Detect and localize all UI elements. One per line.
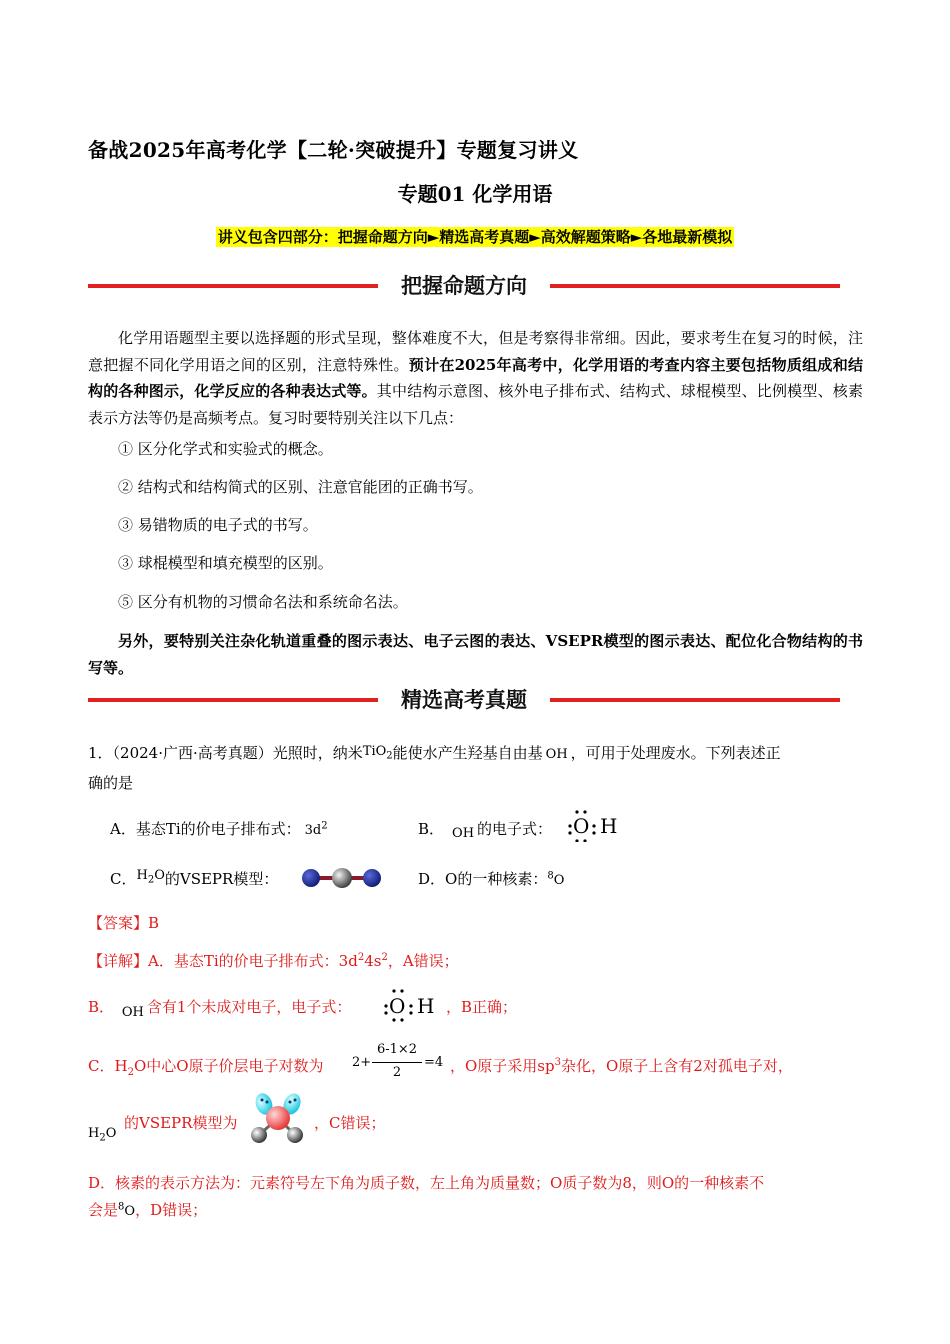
answer-value: B [148, 914, 160, 932]
stem-text: 光照时，纳米 [272, 744, 363, 762]
explanation-b [88, 996, 352, 1020]
atom-o: O [573, 814, 590, 838]
option-label: C． [110, 870, 137, 888]
explanation-c [88, 1055, 324, 1076]
fraction-numerator: 6-1×2 [376, 1042, 418, 1057]
point-item: ③ 易错物质的电子式的书写。 [118, 516, 318, 534]
formula-text: H [88, 1126, 100, 1141]
topic-title: 专题01 化学用语 [397, 182, 553, 206]
formula-3d2 [304, 820, 328, 838]
fraction-prefix: 2+ [352, 1055, 372, 1070]
subscript: 2 [386, 750, 393, 762]
outline-banner [0, 226, 950, 247]
fraction-expression [352, 1042, 446, 1084]
question-stem-end: 确的是 [88, 774, 134, 792]
explanation-text: A．基态Ti的价电子排布式：3d [148, 952, 358, 970]
divider-line [88, 284, 378, 288]
option-text: 的电子式： [477, 820, 553, 838]
ball-stick-linear-icon [300, 866, 384, 890]
explanation-b-end: ，B正确； [446, 998, 518, 1016]
option-d [418, 868, 564, 889]
ball-stick-tetrahedral-icon [246, 1090, 310, 1146]
intro-emphasis: 预计在2025年高考中，化学用语的考查内容主要包括物质组成和结构的各种图示，化学反应的各种表达式等。 [88, 355, 863, 400]
answer-label: 【答案】 [88, 914, 149, 932]
section-heading-questions [88, 684, 840, 714]
formula-text: O [124, 1204, 136, 1219]
superscript: 8 [118, 1201, 125, 1213]
explanation-text: 4s [364, 952, 382, 970]
divider-line [550, 698, 840, 702]
linear-vsepr-model [300, 866, 384, 890]
point-item: ⑤ 区分有机物的习惯命名法和系统命名法。 [118, 593, 408, 611]
explanation-text: ，A错误； [387, 952, 459, 970]
explanation-label: 【详解】 [88, 952, 149, 970]
section-title: 把握命题方向 [401, 274, 527, 298]
formula-text: 3d [304, 823, 322, 838]
divider-line [550, 284, 840, 288]
fraction-denominator: 2 [392, 1065, 402, 1080]
point-item: ③ 球棍模型和填充模型的区别。 [118, 554, 333, 572]
explanation-c-model: 的VSEPR模型为 [124, 1114, 238, 1132]
subscript: 2 [99, 1132, 106, 1144]
superscript: 2 [381, 952, 388, 963]
question-stem [88, 742, 868, 763]
formula-oh: OH [121, 1005, 144, 1020]
section-title: 精选高考真题 [401, 688, 527, 712]
superscript: 3 [554, 1057, 561, 1068]
document-title: 备战2025年高考化学【二轮·突破提升】专题复习讲义 [88, 138, 579, 162]
answer-line [88, 912, 159, 933]
explanation-label: B． [88, 998, 115, 1016]
explanation-c-cont [450, 1055, 793, 1076]
option-label: A．基态Ti的价电子排布式： [110, 820, 301, 838]
formula-text: O [105, 1126, 117, 1141]
option-b [418, 818, 552, 839]
explanation-text: 含有1个未成对电子，电子式： [146, 998, 352, 1016]
option-label: B． [418, 820, 445, 838]
superscript: 2 [321, 820, 328, 832]
option-c [110, 868, 278, 889]
stem-text: ，可用于处理废水。下列表述正 [570, 744, 781, 762]
explanation-text: 杂化，O原子上含有2对孤电子对， [560, 1057, 793, 1075]
tetrahedral-vsepr-model [246, 1090, 310, 1146]
point-item: ① 区分化学式和实验式的概念。 [118, 440, 333, 458]
stem-text: 能使水产生羟基自由基 [392, 744, 543, 762]
electron-dot-formula [562, 806, 624, 842]
question-source: （2024·广西·高考真题） [112, 744, 273, 762]
subscript: 2 [147, 874, 155, 886]
intro-paragraph [88, 325, 863, 431]
nuclide-symbol [118, 1201, 136, 1219]
fraction-bar [372, 1062, 422, 1063]
explanation-c-end: ，C错误； [314, 1114, 386, 1132]
question-number: 1． [88, 744, 113, 762]
explanation-text: ，O原子采用sp [450, 1057, 555, 1075]
option-a [110, 818, 328, 839]
explanation-text: O中心O原子价层电子对数为 [133, 1057, 324, 1075]
closing-paragraph: 另外，要特别关注杂化轨道重叠的图示表达、电子云图的表达、VSEPR模型的图示表达、配位化合物结构的书写等。 [88, 632, 863, 677]
atom-h: H [417, 994, 435, 1018]
formula-text: H [136, 868, 148, 883]
fraction-result: =4 [424, 1055, 444, 1070]
formula-tio2 [362, 744, 393, 762]
outline-text: 讲义包含四部分：把握命题方向►精选高考真题►高效解题策略►各地最新模拟 [217, 228, 733, 246]
point-item: ② 结构式和结构简式的区别、注意官能团的正确书写。 [118, 478, 483, 496]
formula-h2o [88, 1126, 117, 1144]
explanation-d-cont [88, 1199, 207, 1220]
option-label: D．O的一种核素： [418, 870, 548, 888]
formula-text: O [154, 868, 165, 883]
explanation-text: C．H [88, 1057, 128, 1075]
superscript: 8 [547, 870, 554, 882]
intro-text-continued: 其中结构示意图、核外电子排布式、结构式、球棍模型、比例模型、核素表示方法等仍是高频考点。复习时要特别关注以下几点： [88, 382, 863, 427]
electron-dot-formula-answer [380, 984, 440, 1022]
superscript: 2 [357, 952, 365, 963]
subscript: 2 [127, 1067, 134, 1078]
explanation-a [88, 950, 459, 971]
formula-oh: OH [452, 826, 475, 841]
formula-text: TiO [362, 744, 387, 759]
formula-h2o [136, 868, 165, 886]
section-heading-direction [88, 270, 840, 300]
option-text: 的VSEPR模型： [164, 870, 279, 888]
nuclide-symbol [547, 870, 565, 888]
explanation-d: D．核素的表示方法为：元素符号左下角为质子数，左上角为质量数；O质子数为8，则O的一种核素不 [88, 1174, 765, 1192]
explanation-text: 会是 [88, 1201, 119, 1219]
atom-h: H [600, 814, 618, 838]
formula-oh: OH [545, 747, 568, 762]
divider-line [88, 698, 378, 702]
explanation-text: ，D错误； [135, 1201, 208, 1219]
formula-text: O [553, 873, 565, 888]
intro-text: 化学用语题型主要以选择题的形式呈现，整体难度不大，但是考察得非常细。因此，要求考生在复习的时候，注意把握不同化学用语之间的区别，注意特殊性。 [88, 329, 863, 374]
atom-o: O [389, 994, 406, 1018]
